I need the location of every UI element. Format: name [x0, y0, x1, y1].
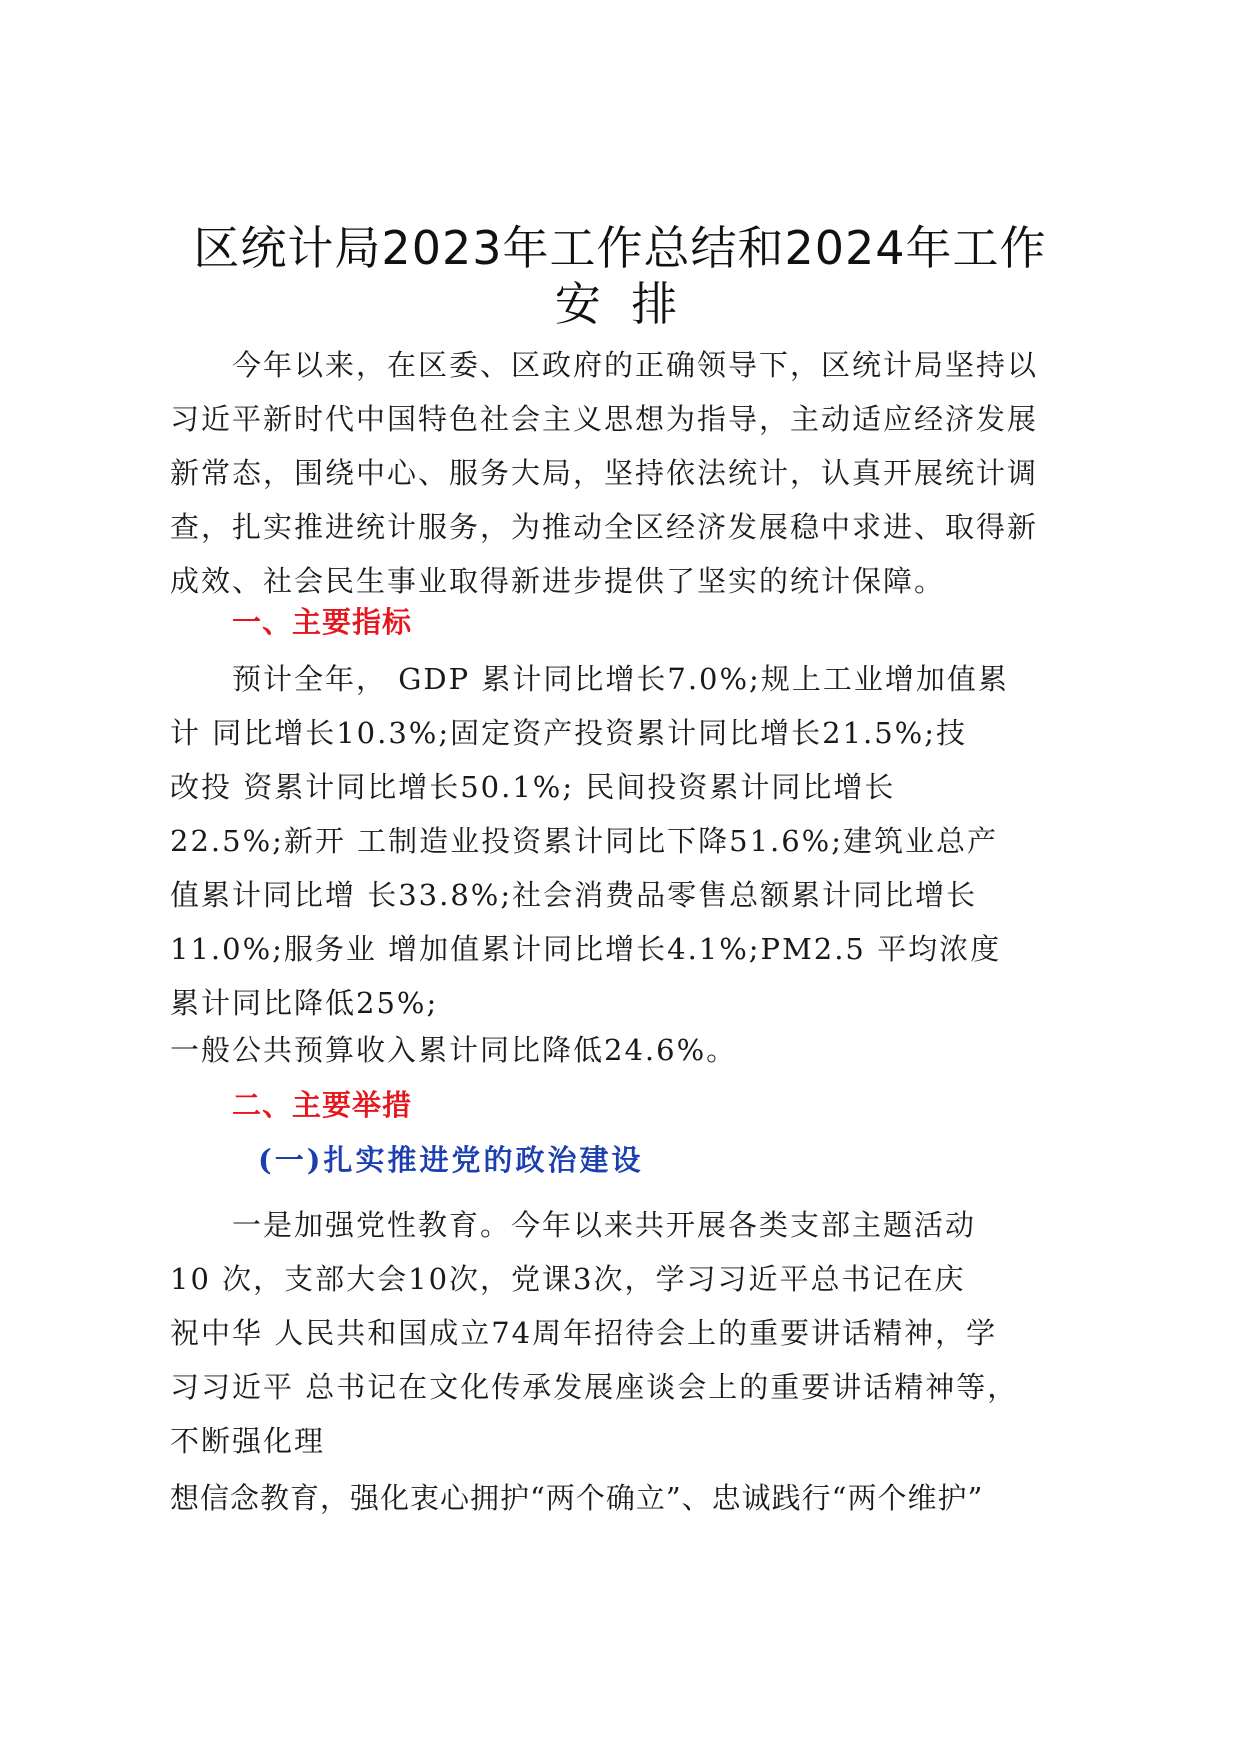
intro-line: 今年以来，在区委、区政府的正确领导下，区统计局坚持以: [170, 348, 1039, 382]
indicators-paragraph: [170, 652, 1090, 1030]
section-heading-indicators: 一、主要指标: [232, 605, 413, 639]
indicators-line: 计 同比增长10.3%;固定资产投资累计同比增长21.5%;技: [170, 716, 968, 750]
document-title: [150, 220, 1090, 332]
indicators-last-line: [170, 1030, 1090, 1070]
party-building-line: 不断强化理: [170, 1424, 326, 1458]
party-building-paragraph: [170, 1198, 1090, 1468]
indicators-line: 预计全年， GDP 累计同比增长7.0%;规上工业增加值累: [170, 662, 1009, 696]
indicators-line: 11.0%;服务业 增加值累计同比增长4.1%;PM2.5 平均浓度: [170, 932, 1002, 966]
intro-line: 成效、社会民生事业取得新进步提供了坚实的统计保障。: [170, 564, 946, 598]
indicators-line: 22.5%;新开 工制造业投资累计同比下降51.6%;建筑业总产: [170, 824, 999, 858]
section-heading-measures: 二、主要举措: [232, 1088, 413, 1122]
title-line-2: 安 排: [554, 277, 686, 331]
title-line-1: 区统计局2023年工作总结和2024年工作: [193, 221, 1047, 275]
indicators-line: 改投 资累计同比增长50.1%; 民间投资累计同比增长: [170, 770, 896, 804]
intro-paragraph: [170, 338, 1090, 608]
intro-line: 习近平新时代中国特色社会主义思想为指导，主动适应经济发展: [170, 402, 1039, 436]
party-building-continuation: [170, 1478, 1090, 1518]
party-building-line: 祝中华 人民共和国成立74周年招待会上的重要讲话精神，学: [170, 1316, 998, 1350]
party-building-line: 10 次，支部大会10次，党课3次，学习习近平总书记在庆: [170, 1262, 966, 1296]
intro-line: 查，扎实推进统计服务，为推动全区经济发展稳中求进、取得新: [170, 510, 1039, 544]
party-building-line: 习习近平 总书记在文化传承发展座谈会上的重要讲话精神等，: [170, 1370, 1019, 1404]
party-building-line: 一是加强党性教育。今年以来共开展各类支部主题活动: [170, 1208, 977, 1242]
party-building-line: 想信念教育，强化衷心拥护“两个确立”、忠诚践行“两个维护”: [170, 1481, 984, 1515]
intro-line: 新常态，围绕中心、服务大局，坚持依法统计，认真开展统计调: [170, 456, 1039, 490]
indicators-line: 一般公共预算收入累计同比降低24.6%。: [170, 1033, 738, 1067]
subsection-heading-party-building: (一)扎实推进党的政治建设: [258, 1143, 644, 1177]
indicators-line: 值累计同比增 长33.8%;社会消费品零售总额累计同比增长: [170, 878, 978, 912]
indicators-line: 累计同比降低25%;: [170, 986, 439, 1020]
